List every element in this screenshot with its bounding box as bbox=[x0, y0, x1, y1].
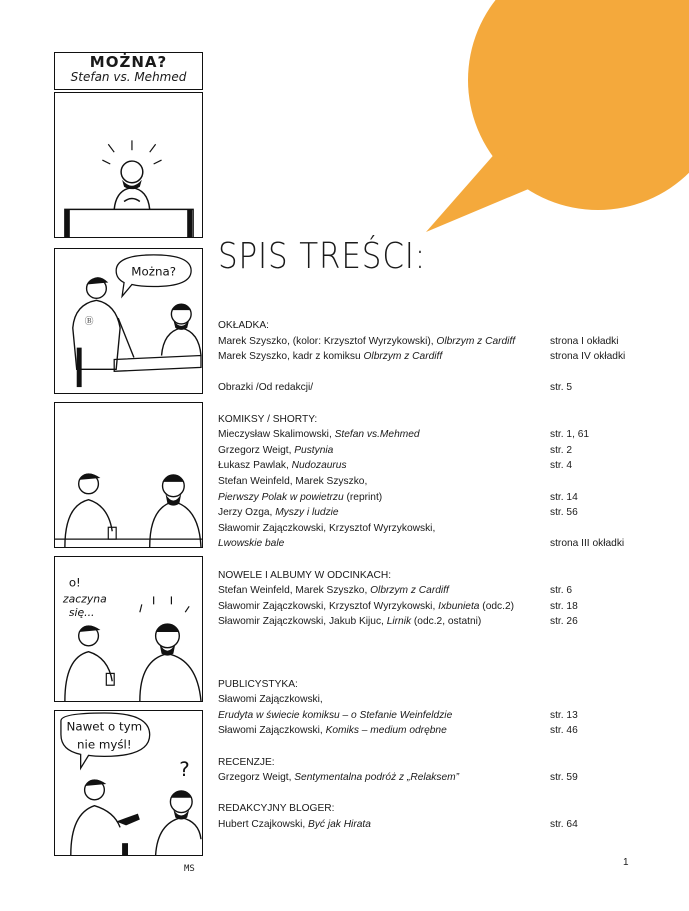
toc-entry bbox=[218, 770, 658, 786]
page-title: SPIS TREŚCI: bbox=[218, 236, 427, 277]
toc-entry-text bbox=[218, 380, 550, 396]
toc-entry bbox=[218, 614, 658, 630]
svg-text:Ⓑ: Ⓑ bbox=[84, 316, 94, 327]
toc-work-title: Lwowskie bale bbox=[218, 538, 285, 550]
toc-work-title: Lirnik bbox=[386, 616, 412, 628]
toc-entry-text bbox=[218, 614, 550, 630]
toc-entry-text bbox=[218, 817, 550, 833]
comic-panel-5 bbox=[54, 710, 203, 856]
toc-work-title: Być jak Hirata bbox=[308, 819, 371, 830]
toc-entry-text bbox=[218, 599, 550, 615]
table-of-contents bbox=[218, 318, 658, 848]
toc-page: str. 13 bbox=[550, 709, 578, 721]
toc-entry-text bbox=[218, 583, 550, 599]
comic-title-box bbox=[54, 52, 203, 90]
toc-section bbox=[218, 645, 658, 661]
toc-entry-text bbox=[218, 490, 550, 506]
toc-entry-text bbox=[218, 505, 550, 521]
comic-panel-1 bbox=[54, 92, 203, 238]
toc-page: str. 18 bbox=[550, 600, 578, 612]
toc-work-title: Komiks – medium odrębne bbox=[325, 725, 447, 737]
toc-entry bbox=[218, 536, 658, 552]
toc-work-title: Olbrzym z Cardiff bbox=[370, 585, 449, 597]
toc-page: str. 14 bbox=[550, 491, 578, 503]
toc-page: str. 5 bbox=[550, 382, 573, 394]
toc-author: Marek Szyszko, kadr z komiksu bbox=[218, 351, 364, 363]
comic-panel-3 bbox=[54, 402, 203, 548]
toc-author: Grzegorz Weigt, bbox=[218, 772, 295, 784]
toc-work-title: Stefan vs.Mehmed bbox=[334, 429, 420, 441]
toc-page: str. 26 bbox=[550, 616, 578, 628]
question-mark: ? bbox=[179, 758, 190, 782]
toc-entry bbox=[218, 380, 658, 396]
toc-work-title: Erudyta w świecie komiksu – o Stefanie Weinfeldzie bbox=[218, 709, 453, 721]
toc-section bbox=[218, 755, 658, 786]
orange-speech-balloon bbox=[418, 0, 689, 240]
comic-title: MOŻNA? bbox=[89, 53, 168, 71]
bubble-text-2a: o! bbox=[68, 575, 81, 590]
toc-page: str. 46 bbox=[550, 725, 578, 737]
toc-author: Sławomir Zajączkowski, Jakub Kijuc, bbox=[218, 616, 387, 628]
toc-entry-text bbox=[218, 770, 550, 786]
toc-work-title: Ixbunieta bbox=[438, 600, 480, 612]
toc-entry bbox=[218, 599, 658, 615]
toc-author: Sławomir Zajączkowski, Krzysztof Wyrzykowski, bbox=[218, 600, 439, 612]
toc-page: strona IV okładki bbox=[550, 351, 626, 363]
comic-subtitle: Stefan vs. Mehmed bbox=[70, 70, 187, 84]
toc-entry bbox=[218, 692, 658, 708]
toc-section-title: NOWELE I ALBUMY W ODCINKACH: bbox=[218, 569, 392, 581]
comic-panel-4 bbox=[54, 556, 203, 702]
toc-page: str. 4 bbox=[550, 460, 573, 472]
toc-author: Grzegorz Weigt, bbox=[218, 444, 295, 456]
comic-panel-2 bbox=[54, 248, 203, 394]
toc-entry-text bbox=[218, 723, 550, 739]
toc-author: Sławomi Zajączkowski, bbox=[218, 725, 326, 737]
toc-work-title: Nudozaurus bbox=[291, 460, 347, 472]
toc-page: str. 56 bbox=[550, 507, 578, 519]
toc-section-title: KOMIKSY / SHORTY: bbox=[218, 413, 318, 425]
toc-author: Mieczysław Skalimowski, bbox=[218, 429, 335, 441]
toc-section bbox=[218, 568, 658, 630]
bubble-text-3b: nie myśl! bbox=[77, 737, 132, 752]
toc-section bbox=[218, 801, 658, 832]
toc-entry bbox=[218, 474, 658, 490]
toc-entry bbox=[218, 708, 658, 724]
toc-author: Łukasz Pawlak, bbox=[218, 460, 292, 472]
toc-section-title: OKŁADKA: bbox=[218, 320, 269, 331]
artist-signature: MS bbox=[184, 864, 195, 874]
toc-author: Stefan Weinfeld, Marek Szyszko, bbox=[218, 585, 371, 597]
toc-note: (odc.2, ostatni) bbox=[411, 616, 482, 628]
toc-note: (reprint) bbox=[343, 491, 383, 503]
toc-section bbox=[218, 412, 658, 552]
toc-page: strona I okładki bbox=[550, 335, 619, 347]
toc-author: Marek Szyszko, (kolor: Krzysztof Wyrzykowski), bbox=[218, 335, 437, 347]
toc-author: Stefan Weinfeld, Marek Szyszko, bbox=[218, 475, 368, 487]
toc-work-title: Pierwszy Polak w powietrzu bbox=[218, 491, 344, 503]
toc-entry-text bbox=[218, 427, 550, 443]
toc-page: str. 1, 61 bbox=[550, 429, 590, 441]
toc-entry bbox=[218, 817, 658, 833]
toc-work-title: Olbrzym z Cardiff bbox=[363, 351, 443, 363]
bubble-text-1: Można? bbox=[131, 264, 176, 279]
toc-work-title: Olbrzym z Cardiff bbox=[436, 335, 516, 347]
toc-page: str. 64 bbox=[550, 819, 578, 830]
toc-note: (odc.2) bbox=[479, 600, 515, 612]
toc-author: Hubert Czajkowski, bbox=[218, 819, 309, 830]
toc-section-title: REDAKCYJNY BLOGER: bbox=[218, 803, 335, 815]
toc-work-title: Sentymentalna podróż z „Relaksem” bbox=[294, 772, 460, 784]
toc-entry-text bbox=[218, 474, 550, 490]
toc-entry-text bbox=[218, 349, 550, 365]
toc-section-title: PUBLICYSTYKA: bbox=[218, 678, 298, 690]
toc-entry bbox=[218, 521, 658, 537]
toc-section bbox=[218, 380, 658, 396]
toc-page: str. 6 bbox=[550, 585, 573, 597]
toc-entry-text bbox=[218, 521, 550, 537]
toc-entry bbox=[218, 458, 658, 474]
toc-entry-text bbox=[218, 708, 550, 724]
toc-author: Jerzy Ozga, bbox=[218, 507, 276, 519]
toc-entry bbox=[218, 427, 658, 443]
toc-entry bbox=[218, 443, 658, 459]
toc-section bbox=[218, 318, 658, 365]
bubble-text-2b: zaczyna bbox=[62, 592, 107, 606]
toc-entry-text bbox=[218, 443, 550, 459]
toc-entry bbox=[218, 583, 658, 599]
toc-page: str. 59 bbox=[550, 772, 578, 784]
toc-entry bbox=[218, 505, 658, 521]
toc-entry bbox=[218, 723, 658, 739]
toc-work-title: Pustynia bbox=[294, 444, 334, 456]
toc-author: Sławomi Zajączkowski, bbox=[218, 694, 323, 706]
toc-section bbox=[218, 677, 658, 739]
toc-section-title: RECENZJE: bbox=[218, 756, 275, 768]
toc-entry-text bbox=[218, 692, 550, 708]
toc-entry bbox=[218, 349, 658, 365]
toc-author: Sławomir Zajączkowski, Krzysztof Wyrzykowski, bbox=[218, 522, 436, 534]
toc-page: str. 2 bbox=[550, 444, 573, 456]
toc-work-title: Myszy i ludzie bbox=[275, 507, 339, 519]
toc-author: Obrazki /Od redakcji/ bbox=[218, 382, 314, 394]
bubble-text-3a: Nawet o tym bbox=[66, 719, 143, 734]
bubble-text-2c: się... bbox=[68, 606, 95, 620]
page-number: 1 bbox=[623, 857, 629, 868]
toc-entry-text bbox=[218, 536, 550, 552]
toc-entry bbox=[218, 334, 658, 350]
toc-entry bbox=[218, 490, 658, 506]
toc-entry-text bbox=[218, 458, 550, 474]
toc-entry-text bbox=[218, 334, 550, 350]
toc-page: strona III okładki bbox=[550, 538, 625, 550]
